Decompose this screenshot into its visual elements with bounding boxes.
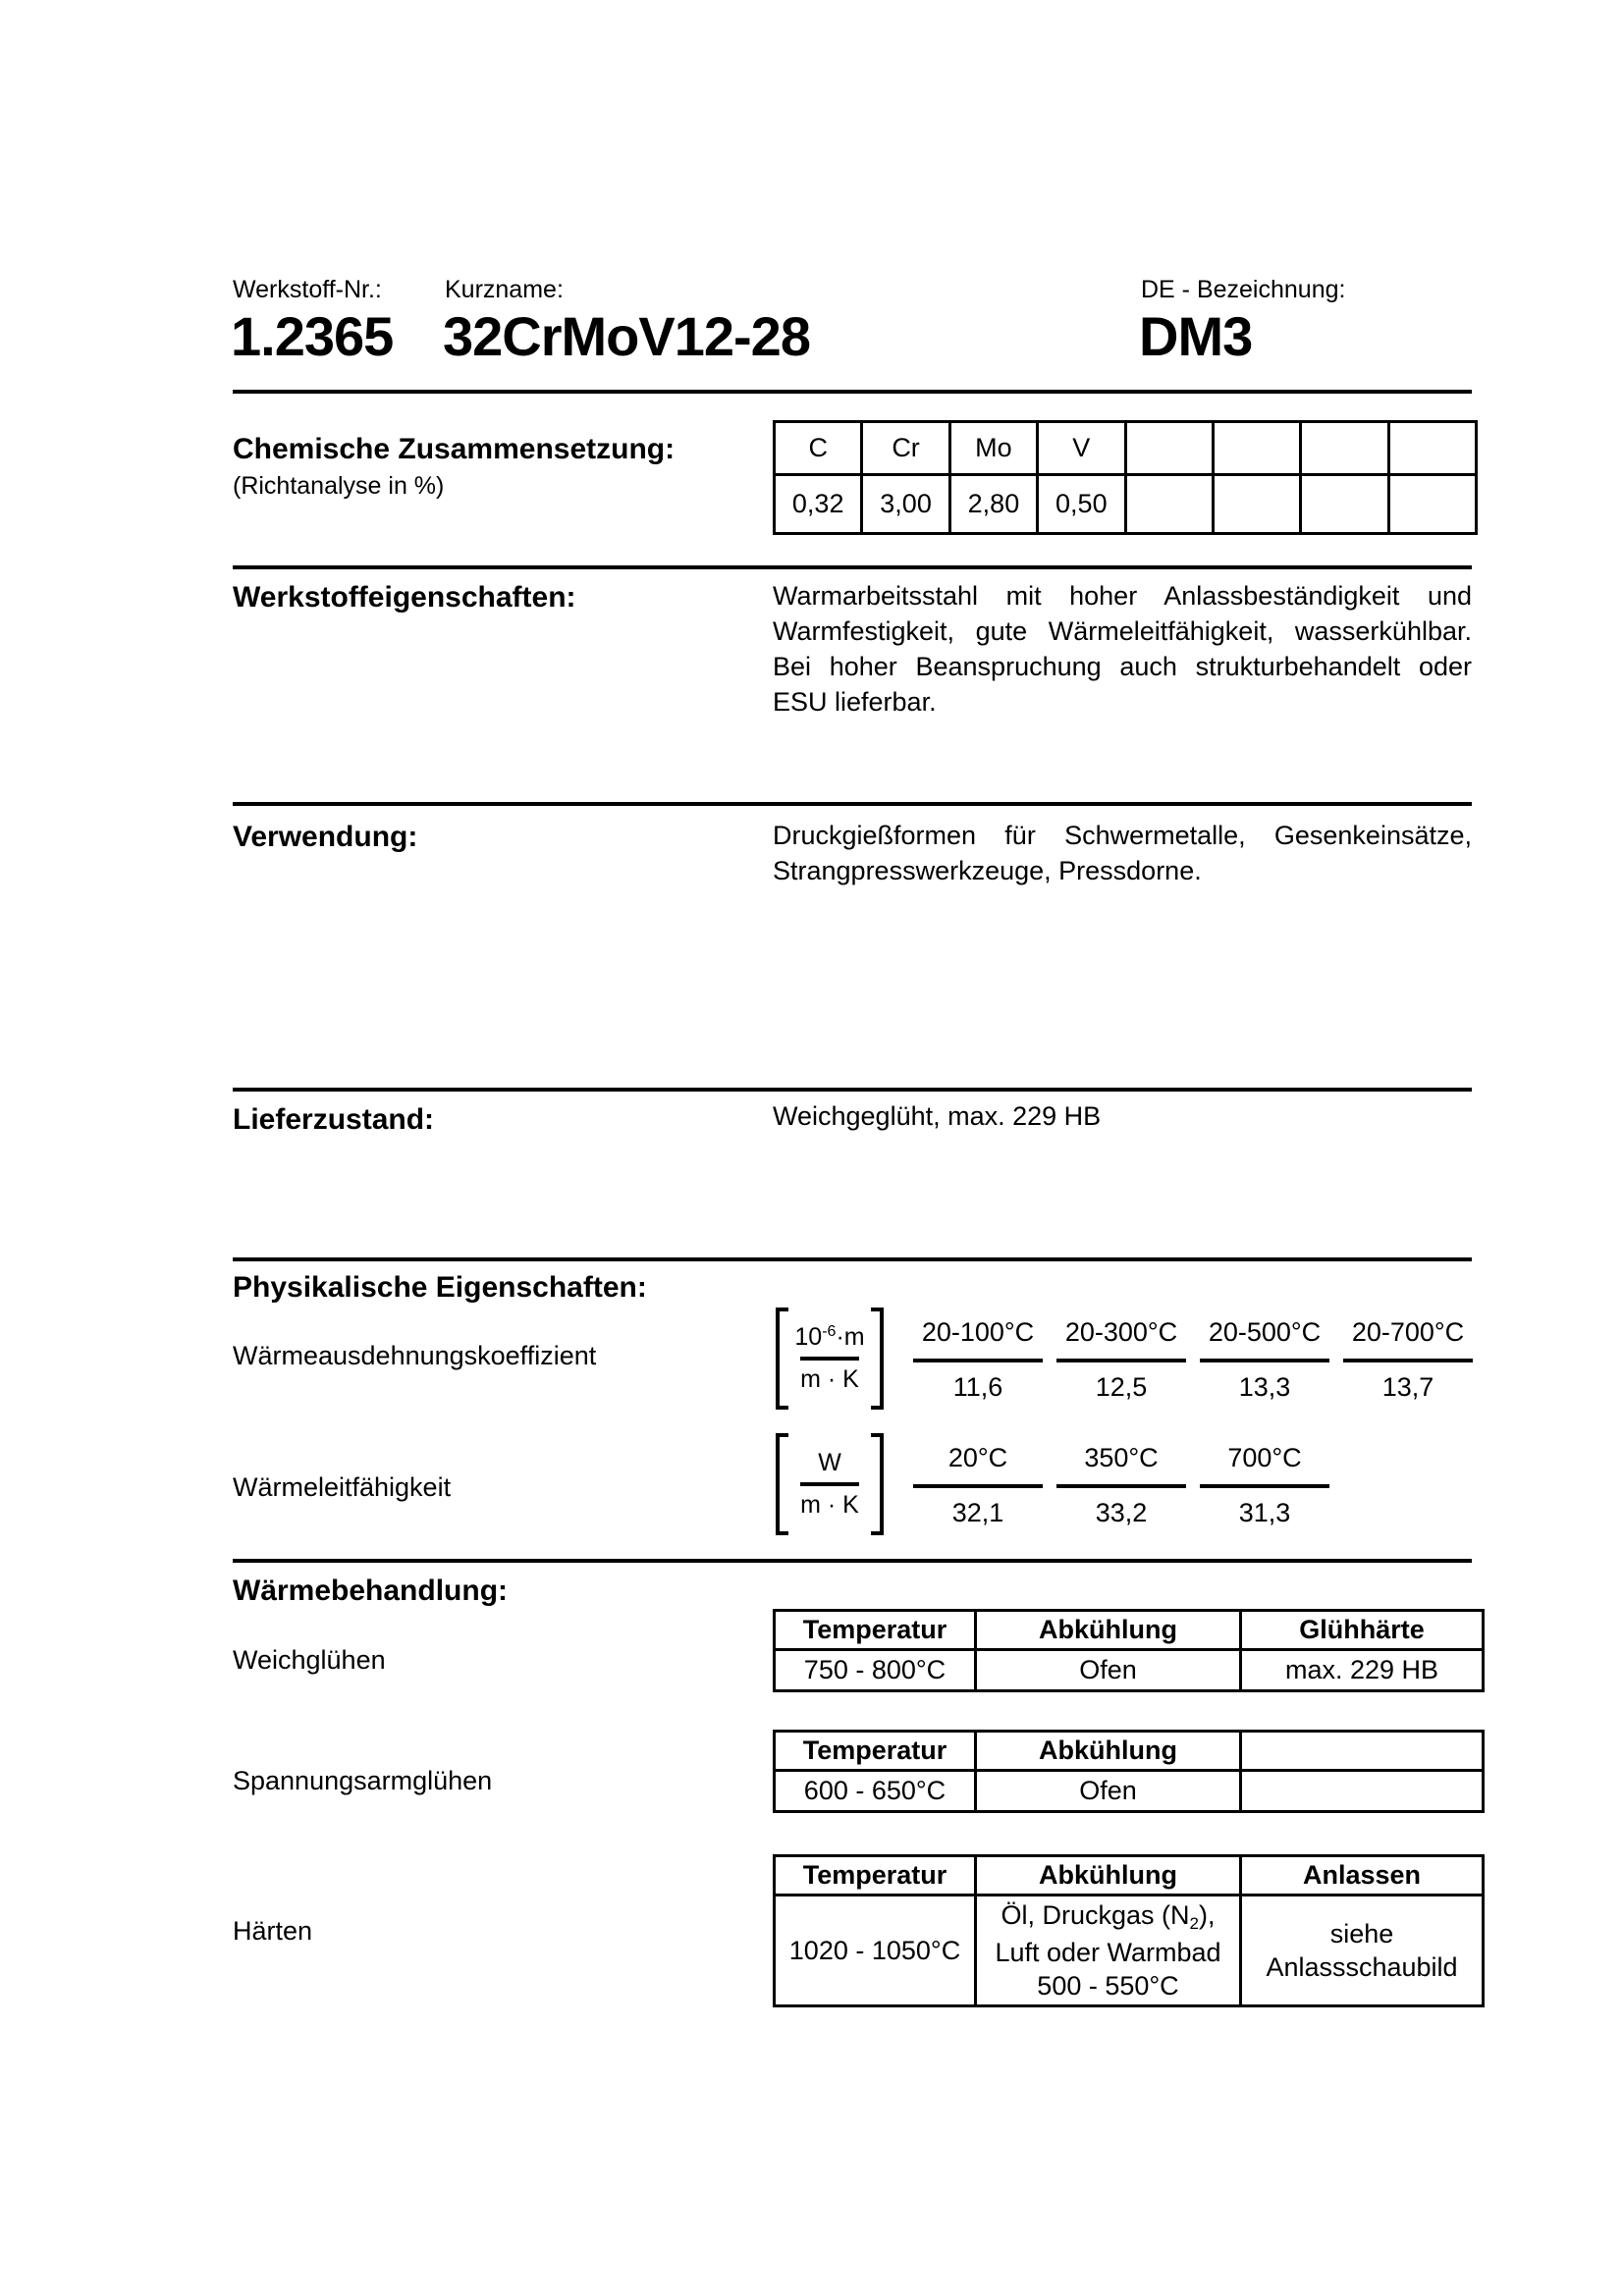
divider-rule [233, 802, 1472, 806]
chemical-element-cell [1388, 422, 1476, 475]
chemical-element-cell [1301, 422, 1388, 475]
expansion-label: Wärmeausdehnungskoeffizient [233, 1341, 597, 1370]
expansion-unit-fraction [788, 1308, 871, 1410]
conductivity-unit-denominator: m · K [800, 1491, 859, 1519]
conductivity-columns [913, 1443, 1343, 1528]
value-cell-temperatur: 1020 - 1050°C [775, 1896, 976, 2006]
werkstoff-nr-value: 1.2365 [231, 305, 394, 367]
bezeichnung-label: DE - Bezeichnung: [1141, 276, 1346, 303]
value-cell-temperatur: 750 - 800°C [775, 1650, 976, 1691]
temp-column-header: 20-300°C [1064, 1317, 1178, 1347]
chemical-value-cell: 2,80 [949, 475, 1037, 534]
expansion-unit-numerator: $10^{-6}\cdot m$ [794, 1322, 865, 1351]
value-cell-gluehhaerte: max. 229 HB [1241, 1650, 1484, 1691]
temp-column [1056, 1317, 1186, 1403]
expansion-unit-bracket [776, 1308, 884, 1410]
header-cell-gluehhaerte: Glühhärte [1241, 1611, 1484, 1650]
properties-text: Warmarbeitsstahl mit hoher Anlassbeständigkeit und Warmfestigkeit, gute Wärmeleitfähigkeit, wasserkühlbar. Bei hoher Beanspruchung auch strukturbehandelt oder ESU lieferbar. [773, 581, 1472, 717]
temp-column [1200, 1317, 1329, 1403]
table-value-row [775, 1771, 1484, 1812]
table-value-row [775, 1650, 1484, 1691]
bracket-left [776, 1433, 788, 1535]
chemical-element-cell: Mo [949, 422, 1037, 475]
header-cell-temperatur: Temperatur [775, 1856, 976, 1896]
divider-rule [233, 1559, 1472, 1563]
bracket-right [871, 1308, 884, 1410]
nitrogen-subscript: 2 [1189, 1914, 1199, 1933]
exponent: -6 [822, 1322, 837, 1340]
chemical-table [773, 420, 1478, 535]
expansion-unit-denominator: m · K [800, 1365, 859, 1393]
value-cell-temperatur: 600 - 650°C [775, 1771, 976, 1812]
usage-heading: Verwendung: [233, 821, 418, 853]
temp-column-header: 350°C [1084, 1443, 1159, 1472]
header-cell-temperatur: Temperatur [775, 1611, 976, 1650]
weichgluehen-label: Weichglühen [233, 1645, 386, 1675]
divider-rule [233, 1257, 1472, 1261]
spannungsarmgluehen-table [773, 1730, 1485, 1813]
temp-column-value: 31,3 [1238, 1498, 1291, 1527]
chemical-value-cell [1125, 475, 1213, 534]
chemical-element-cell: C [775, 422, 862, 475]
conductivity-unit-bracket [776, 1433, 884, 1535]
value-cell-abkuehlung: Ofen [976, 1771, 1241, 1812]
conductivity-label: Wärmeleitfähigkeit [233, 1472, 452, 1502]
temp-column-value: 11,6 [952, 1372, 1003, 1402]
fraction-bar [800, 1357, 859, 1361]
temp-column [1343, 1317, 1473, 1403]
chemical-element-cell: Cr [862, 422, 949, 475]
header-cell-abkuehlung: Abkühlung [976, 1611, 1241, 1650]
chemical-element-cell [1125, 422, 1213, 475]
chemical-value-cell [1388, 475, 1476, 534]
chemical-value-cell [1213, 475, 1300, 534]
temp-column-header: 20-100°C [921, 1317, 1035, 1347]
table-header-row [775, 1732, 1484, 1771]
value-cell-anlassen: siehe Anlassschaubild [1241, 1896, 1484, 2006]
weichgluehen-table [773, 1609, 1485, 1692]
header-cell-abkuehlung: Abkühlung [976, 1732, 1241, 1771]
kurzname-value: 32CrMoV12-28 [443, 305, 810, 367]
divider-rule [233, 390, 1472, 394]
header-cell-abkuehlung: Abkühlung [976, 1856, 1241, 1896]
temp-column-value: 33,2 [1095, 1498, 1148, 1527]
properties-heading: Werkstoffeigenschaften: [233, 581, 576, 614]
temp-column-value: 13,7 [1381, 1372, 1434, 1402]
physical-heading: Physikalische Eigenschaften: [233, 1271, 647, 1304]
table-value-row [775, 1896, 1484, 2006]
heat-heading: Wärmebehandlung: [233, 1575, 509, 1607]
header-cell-temperatur: Temperatur [775, 1732, 976, 1771]
chemical-value-cell: 0,50 [1038, 475, 1125, 534]
chemical-heading: Chemische Zusammensetzung: [233, 433, 676, 465]
chemical-element-cell [1213, 422, 1300, 475]
chemical-value-cell [1301, 475, 1388, 534]
temp-column-header: 20-700°C [1351, 1317, 1465, 1347]
spannungsarmgluehen-label: Spannungsarmglühen [233, 1766, 493, 1795]
temp-column-value: 13,3 [1238, 1372, 1291, 1402]
divider-rule [233, 565, 1472, 569]
header-cell-anlassen: Anlassen [1241, 1856, 1484, 1896]
divider-rule [233, 1088, 1472, 1092]
temp-column [913, 1443, 1043, 1528]
value-cell-abkuehlung: Ofen [976, 1650, 1241, 1691]
bracket-right [871, 1433, 884, 1535]
chemical-value-cell: 0,32 [775, 475, 862, 534]
temp-column-value: 12,5 [1095, 1372, 1148, 1402]
chemical-element-cell: V [1038, 422, 1125, 475]
delivery-heading: Lieferzustand: [233, 1103, 435, 1136]
expansion-columns [913, 1317, 1487, 1403]
bracket-left [776, 1308, 788, 1410]
chemical-subheading: (Richtanalyse in %) [233, 472, 445, 500]
header-cell-empty [1241, 1732, 1484, 1771]
temp-column [1056, 1443, 1186, 1528]
chemical-header-row [775, 422, 1477, 475]
conductivity-unit-numerator: W [818, 1448, 841, 1476]
table-header-row [775, 1856, 1484, 1896]
temp-column-value: 32,1 [951, 1498, 1004, 1527]
value-cell-abkuehlung: Öl, Druckgas (N2), Luft oder Warmbad 500 - 550°C [976, 1896, 1241, 2006]
temp-column-header: 20-500°C [1208, 1317, 1322, 1347]
haerten-table [773, 1854, 1485, 2007]
chemical-value-row [775, 475, 1477, 534]
usage-text: Druckgießformen für Schwermetalle, Gesenkeinsätze, Strangpresswerkzeuge, Pressdorne. [773, 821, 1472, 885]
conductivity-unit-fraction [788, 1433, 871, 1535]
temp-column [913, 1317, 1043, 1403]
haerten-label: Härten [233, 1916, 313, 1946]
value-cell-empty [1241, 1771, 1484, 1812]
kurzname-label: Kurzname: [445, 276, 564, 303]
fraction-bar [800, 1482, 859, 1486]
temp-column-header: 700°C [1227, 1443, 1302, 1472]
temp-column [1200, 1443, 1329, 1528]
chemical-value-cell: 3,00 [862, 475, 949, 534]
delivery-text: Weichgeglüht, max. 229 HB [773, 1101, 1102, 1131]
temp-column-header: 20°C [947, 1443, 1008, 1472]
bezeichnung-value: DM3 [1139, 305, 1253, 367]
table-header-row [775, 1611, 1484, 1650]
werkstoff-nr-label: Werkstoff-Nr.: [233, 276, 382, 303]
